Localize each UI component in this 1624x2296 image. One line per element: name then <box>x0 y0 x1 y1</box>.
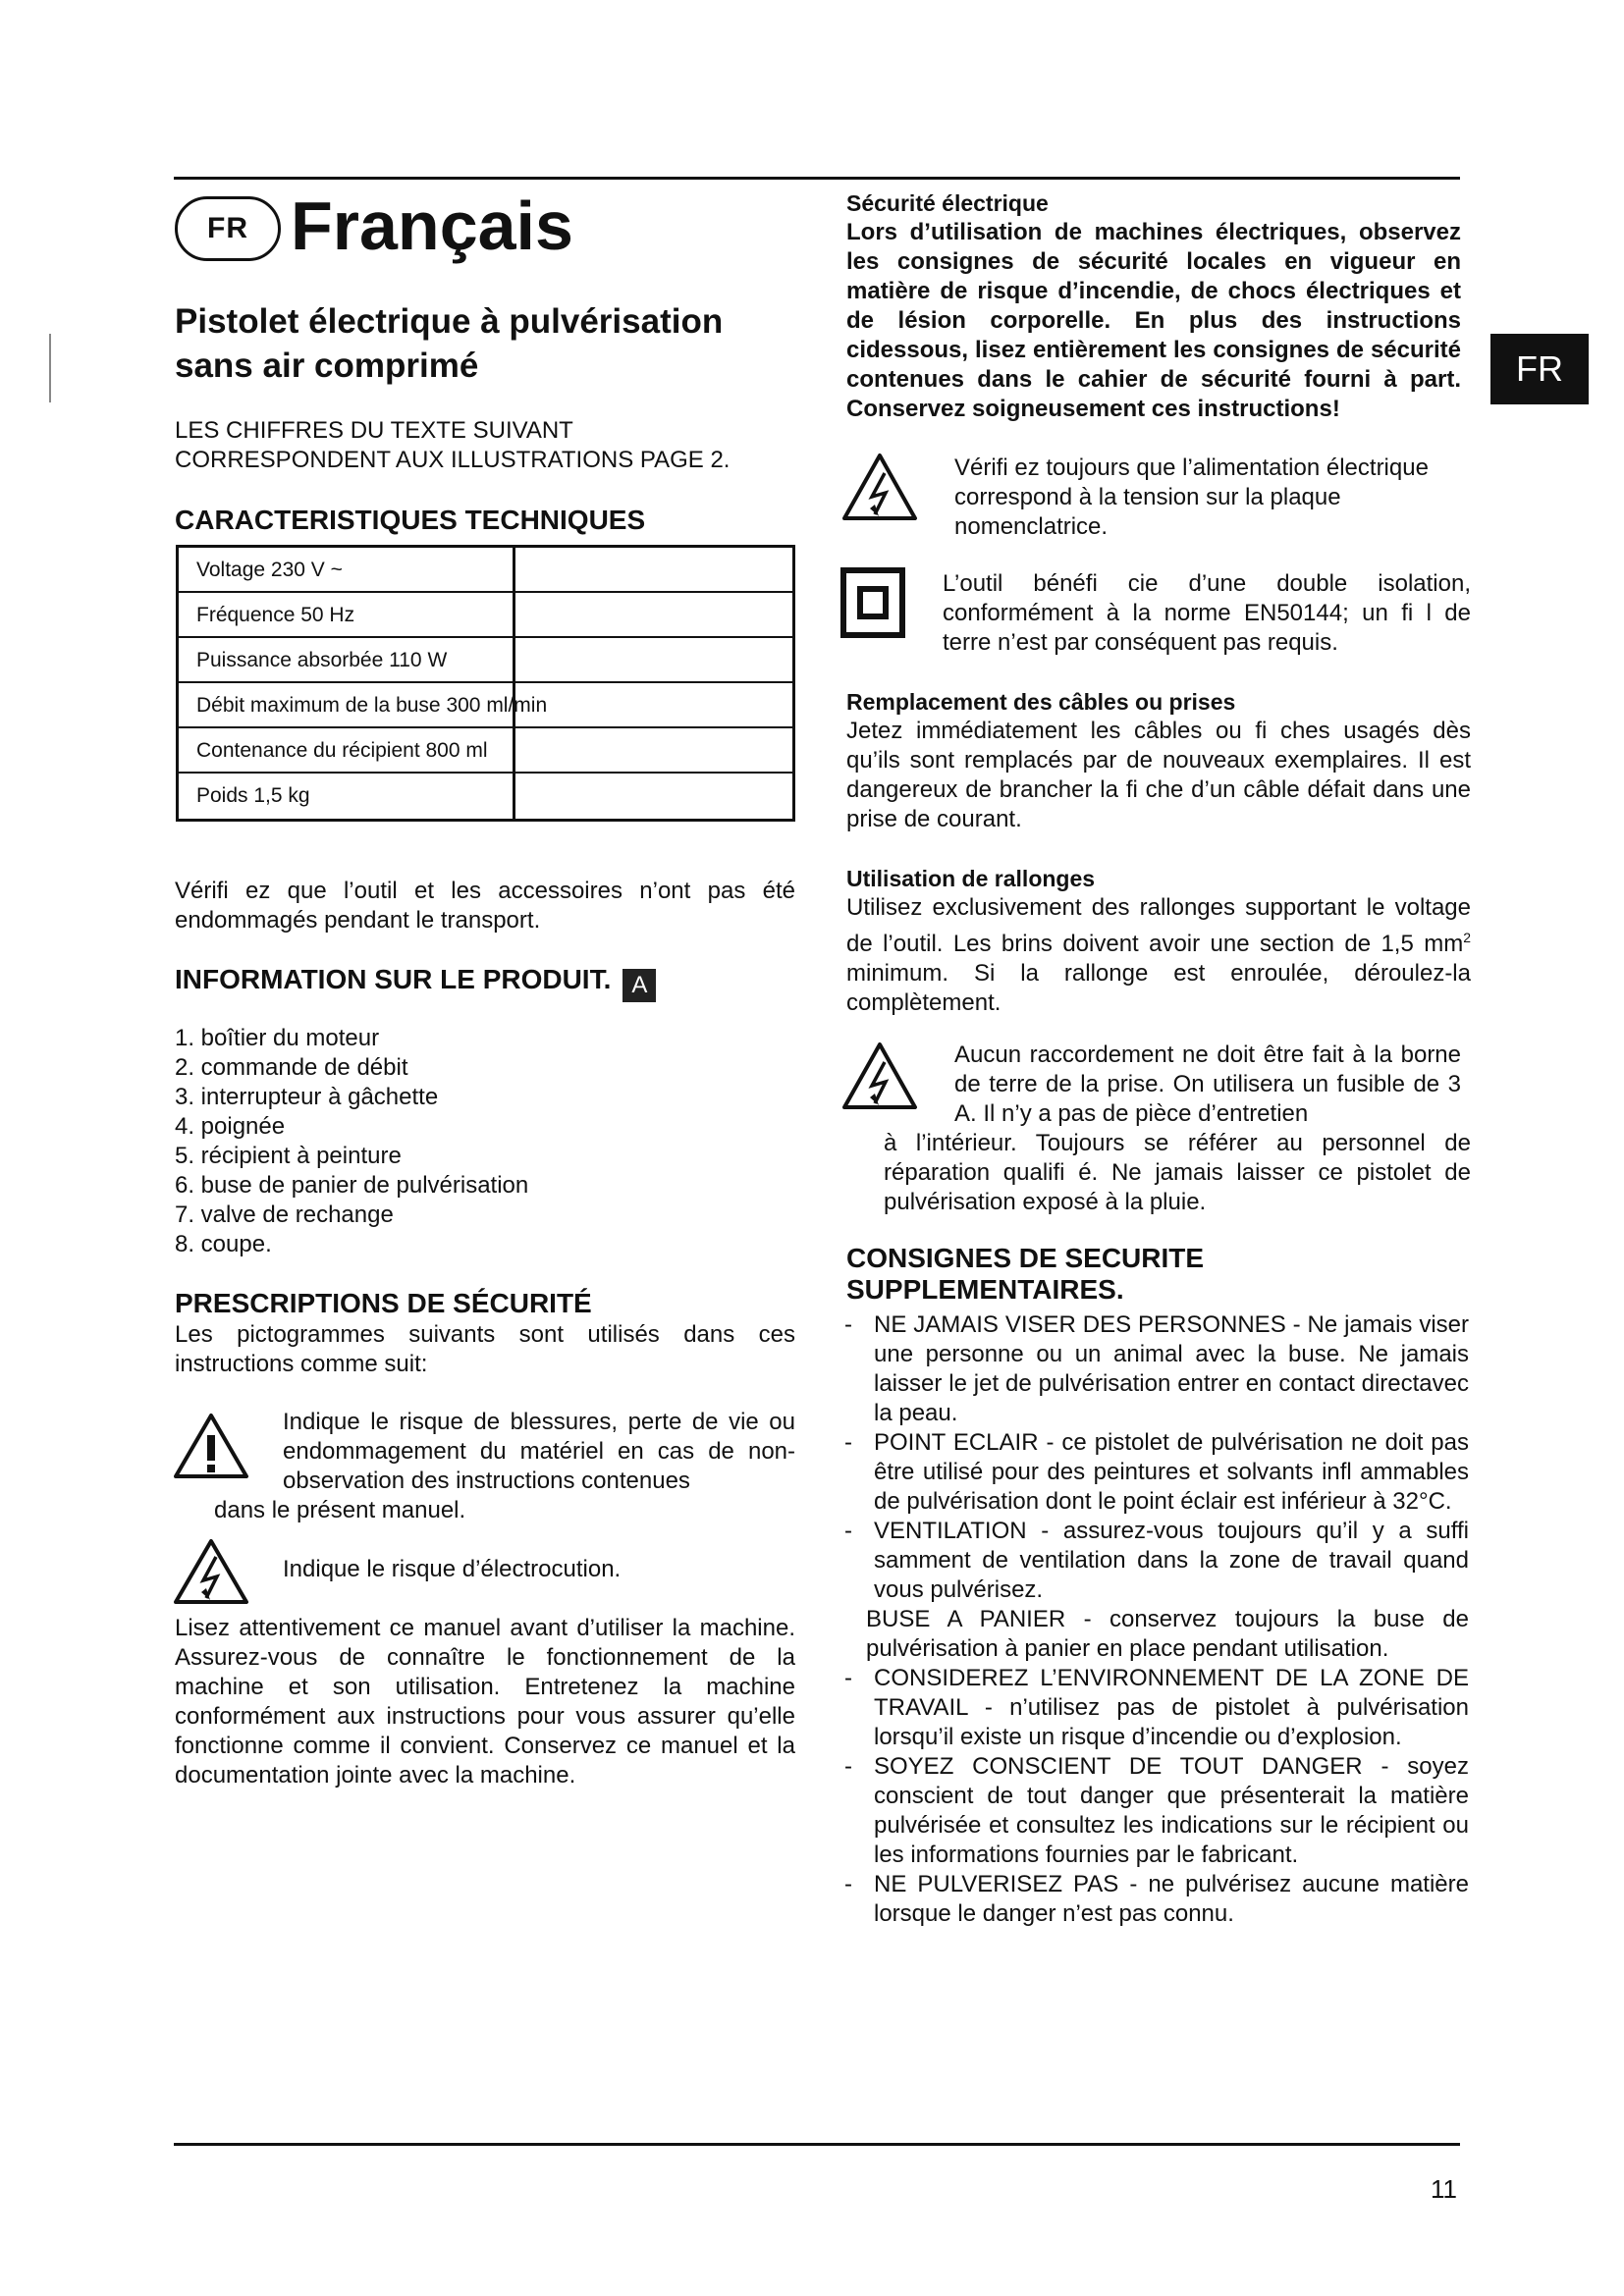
list-item: 2. commande de débit <box>175 1054 408 1081</box>
product-title-line2: sans air comprimé <box>175 347 479 385</box>
product-title <box>175 299 813 388</box>
list-item-text: NE PULVERISEZ PAS - ne pulvérisez aucune matière lorsque le danger n’est pas connu. <box>874 1871 1469 1927</box>
extension-superscript: 2 <box>1463 930 1471 945</box>
language-tab: FR <box>1490 334 1589 404</box>
list-item <box>842 1870 1469 1929</box>
cables-heading: Remplacement des câbles ou prises <box>846 689 1236 715</box>
additional-safety-heading-line1: CONSIGNES DE SECURITE <box>846 1243 1205 1273</box>
page-title: Français <box>291 187 573 264</box>
table-row <box>179 774 792 819</box>
list-item: 8. coupe. <box>175 1231 272 1257</box>
extension-text <box>846 893 1471 1018</box>
table-row <box>179 683 792 728</box>
list-item: 4. poignée <box>175 1113 286 1140</box>
electric-hazard-icon <box>840 452 919 522</box>
intro-note <box>175 416 803 475</box>
illustration-a-badge: A <box>623 969 656 1002</box>
additional-safety-heading-line2: SUPPLEMENTAIRES. <box>846 1274 1124 1305</box>
margin-mark <box>49 334 51 402</box>
list-item-text: BUSE A PANIER - conservez toujours la buse de pulvérisation à panier en place pendant utilisation. <box>866 1606 1469 1662</box>
cables-text: Jetez immédiatement les câbles ou fi ches usagés dès qu’ils sont remplacés par de nouveaux exemplaires. Il est dangereux de brancher la fi che d’un câble défait dans une prise de courant. <box>846 718 1471 832</box>
safety-heading: PRESCRIPTIONS DE SÉCURITÉ <box>175 1288 592 1318</box>
table-row <box>179 548 792 593</box>
additional-safety-heading <box>846 1243 1204 1306</box>
spec-voltage: Voltage 230 V ~ <box>196 559 343 581</box>
injury-warning-text: Indique le risque de blessures, perte de vie ou endommagement du matériel en cas de non-observation des instructions contenues <box>283 1409 795 1494</box>
list-item <box>842 1310 1469 1428</box>
double-insulation-icon <box>840 567 905 638</box>
bottom-rule <box>174 2143 1460 2146</box>
specs-heading: CARACTERISTIQUES TECHNIQUES <box>175 505 646 535</box>
table-row <box>179 638 792 683</box>
list-item-text: SOYEZ CONSCIENT DE TOUT DANGER - soyez conscient de tout danger que présenterait la matière pulvérisée et consultez les indications sur le récipient ou les informations fournies par le fabricant. <box>874 1753 1469 1868</box>
electric-hazard-icon <box>173 1537 249 1606</box>
additional-safety-list <box>842 1310 1469 1929</box>
list-item <box>842 1664 1469 1752</box>
table-row <box>179 728 792 774</box>
extension-text-start: Utilisez exclusivement des rallonges supportant le voltage de l’outil. Les brins doivent avoir une section de 1,5 mm <box>846 894 1471 957</box>
list-item <box>842 1517 1469 1605</box>
specs-table <box>176 545 795 822</box>
list-item <box>842 1428 1469 1517</box>
list-item: 5. récipient à peinture <box>175 1143 402 1169</box>
extension-text-end: minimum. Si la rallonge est enroulée, déroulez-la complètement. <box>846 960 1471 1016</box>
list-item-text: CONSIDEREZ L’ENVIRONNEMENT DE LA ZONE DE TRAVAIL - n’utilisez pas de pistolet à pulvérisation lorsqu’il existe un risque d’incendie ou d’explosion. <box>874 1665 1469 1750</box>
spec-frequency: Fréquence 50 Hz <box>196 604 355 626</box>
intro-line2: CORRESPONDENT AUX ILLUSTRATIONS PAGE 2. <box>175 447 731 473</box>
earth-warning-text: Aucun raccordement ne doit être fait à la borne de terre de la prise. On utilisera un fusible de 3 A. Il n’y a pas de pièce d’entretien <box>954 1041 1461 1127</box>
warning-triangle-icon <box>173 1412 249 1480</box>
list-item: 7. valve de rechange <box>175 1201 394 1228</box>
product-info-heading-text: INFORMATION SUR LE PRODUIT. <box>175 964 612 994</box>
list-item-text: POINT ECLAIR - ce pistolet de pulvérisation ne doit pas être utilisé pour des peintures et solvants infl ammables de pulvérisation dont le point éclair est inférieur à 32°C. <box>874 1429 1469 1515</box>
product-title-line1: Pistolet électrique à pulvérisation <box>175 302 724 341</box>
page-number: 11 <box>1431 2174 1457 2204</box>
table-row <box>179 593 792 638</box>
spec-capacity: Contenance du récipient 800 ml <box>196 739 488 762</box>
double-insulation-text: L’outil bénéfi cie d’une double isolation, conformément à la norme EN50144; un fi l de terre n’est par conséquent pas requis. <box>943 570 1471 656</box>
electric-hazard-icon <box>840 1041 919 1111</box>
voltage-check-text: Vérifi ez toujours que l’alimentation électrique correspond à la tension sur la plaque nomenclatrice. <box>954 454 1429 540</box>
spec-flow: Débit maximum de la buse 300 ml/min <box>196 694 548 717</box>
safety-intro: Les pictogrammes suivants sont utilisés dans ces instructions comme suit: <box>175 1321 795 1377</box>
list-item: 1. boîtier du moteur <box>175 1025 380 1051</box>
list-item-text: VENTILATION - assurez-vous toujours qu’il y a suffi samment de ventilation dans la zone de travail quand vous pulvérisez. <box>874 1518 1469 1603</box>
parts-list <box>175 1024 784 1259</box>
list-dash: - <box>844 1753 852 1780</box>
product-info-heading <box>175 963 656 1002</box>
spec-weight: Poids 1,5 kg <box>196 784 310 807</box>
read-manual-text: Lisez attentivement ce manuel avant d’utiliser la machine. Assurez-vous de connaître le fonctionnement de la machine et son utilisation. Entretenez la machine conformément aux instructions pour vous assurer qu’elle fonctionne comme il convient. Conservez ce manuel et la documentation jointe avec la machine. <box>175 1615 795 1789</box>
list-dash: - <box>844 1518 852 1544</box>
injury-warning-tail: dans le présent manuel. <box>214 1497 466 1523</box>
spec-power: Puissance absorbée 110 W <box>196 649 448 671</box>
electrical-safety-heading: Sécurité électrique <box>846 190 1049 216</box>
list-dash: - <box>844 1311 852 1338</box>
electrocution-text: Indique le risque d’électrocution. <box>283 1556 622 1582</box>
extension-heading: Utilisation de rallonges <box>846 866 1096 891</box>
language-badge: FR <box>175 196 281 261</box>
list-item <box>842 1752 1469 1870</box>
list-dash: - <box>844 1871 852 1897</box>
intro-line1: LES CHIFFRES DU TEXTE SUIVANT <box>175 417 573 444</box>
list-dash: - <box>844 1665 852 1691</box>
list-item: 3. interrupteur à gâchette <box>175 1084 439 1110</box>
list-dash: - <box>844 1429 852 1456</box>
transport-check: Vérifi ez que l’outil et les accessoires n’ont pas été endommagés pendant le transport. <box>175 878 795 934</box>
electrical-safety-intro: Lors d’utilisation de machines électriques, observez les consignes de sécurité locales en vigueur en matière de risque d’incendie, de chocs électriques et de lésion corporelle. En plus des instructions cidessous, lisez entièrement les consignes de sécurité contenues dans le cahier de sécurité fourni à part. Conservez soigneusement ces instructions! <box>846 219 1461 422</box>
top-rule <box>174 177 1460 180</box>
list-item: 6. buse de panier de pulvérisation <box>175 1172 529 1199</box>
earth-warning-tail: à l’intérieur. Toujours se référer au personnel de réparation qualifi é. Ne jamais laisser ce pistolet de pulvérisation exposé à la pluie. <box>884 1130 1471 1215</box>
list-item <box>842 1605 1469 1664</box>
list-item-text: NE JAMAIS VISER DES PERSONNES - Ne jamais viser une personne ou un animal avec la buse. Ne jamais laisser le jet de pulvérisation entrer en contact directavec la peau. <box>874 1311 1469 1426</box>
